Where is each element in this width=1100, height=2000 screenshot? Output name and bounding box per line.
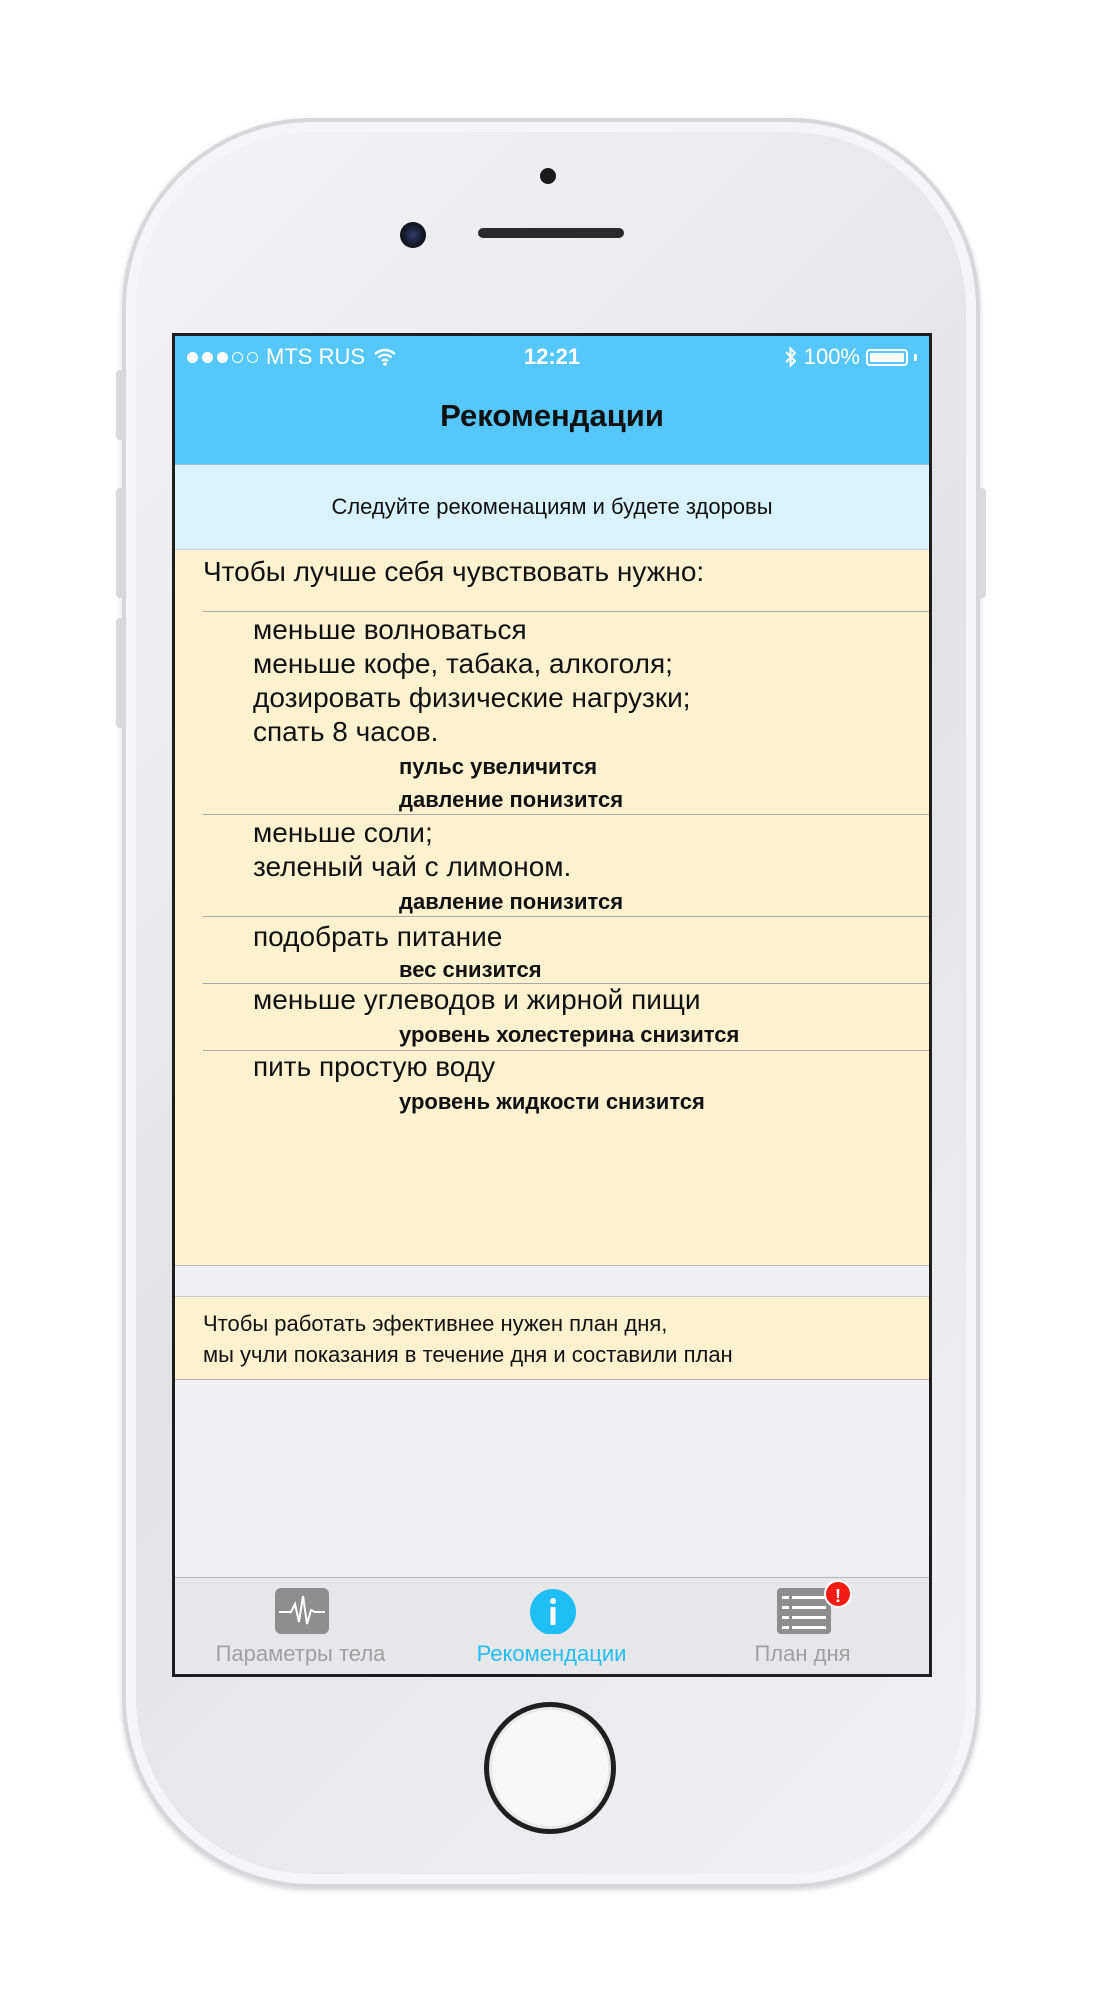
tab-label: План дня: [754, 1641, 851, 1666]
home-button[interactable]: [484, 1702, 616, 1834]
recommendation-group: [203, 814, 929, 916]
recommendation-group: [203, 611, 929, 814]
battery-percent: 100%: [803, 344, 860, 369]
status-time: 12:21: [523, 344, 581, 369]
notification-badge: !: [824, 1580, 852, 1608]
plan-note-line: Чтобы работать эфективнее нужен план дня,: [203, 1311, 668, 1336]
volume-up-button: [116, 488, 124, 598]
recommendation-line: зеленый чай с лимоном.: [253, 851, 572, 882]
recommendation-effect: уровень жидкости снизится: [399, 1089, 705, 1114]
app-screen: [172, 333, 932, 1677]
earpiece-speaker: [478, 228, 624, 238]
tab-bar: [175, 1577, 929, 1675]
day-plan-note[interactable]: [175, 1296, 929, 1380]
heartbeat-icon: [275, 1588, 329, 1634]
recommendation-group: [203, 983, 929, 1050]
tab-label: Рекомендации: [476, 1641, 627, 1666]
navigation-bar: [175, 376, 929, 465]
list-icon: [777, 1588, 831, 1634]
tab-label: Параметры тела: [215, 1641, 386, 1666]
recommendations-card: [175, 550, 929, 1266]
bluetooth-icon: [784, 346, 798, 368]
info-icon: [526, 1588, 580, 1634]
section-gap: [175, 1266, 929, 1296]
status-bar: [175, 336, 929, 376]
power-button: [978, 488, 986, 598]
recommendation-line: пить простую воду: [253, 1051, 496, 1082]
plan-note-line: мы учли показания в течение дня и составили план: [203, 1342, 733, 1367]
recommendation-line: меньше волноваться: [253, 614, 527, 645]
front-camera: [400, 222, 426, 248]
recommendation-group: [203, 1050, 929, 1118]
recommendation-effect: уровень холестерина снизится: [399, 1022, 740, 1047]
page-title: Рекомендации: [440, 398, 664, 433]
volume-down-button: [116, 618, 124, 728]
subtitle-banner: Следуйте рекоменациям и будете здоровы: [175, 465, 929, 550]
recommendation-line: меньше углеводов и жирной пищи: [253, 984, 701, 1015]
recommendation-effect: вес снизится: [399, 957, 542, 982]
recommendation-effect: пульс увеличится: [399, 754, 598, 779]
tab-recommendations[interactable]: [426, 1578, 677, 1675]
mute-switch: [116, 370, 124, 440]
battery-icon: [866, 349, 908, 366]
proximity-sensor: [540, 168, 556, 184]
recommendation-line: спать 8 часов.: [253, 716, 439, 747]
recommendation-group: [203, 916, 929, 983]
recommendation-effect: давление понизится: [399, 787, 624, 812]
recommendation-line: подобрать питание: [253, 921, 503, 952]
recommendation-line: дозировать физические нагрузки;: [253, 682, 691, 713]
recommendations-header: Чтобы лучше себя чувствовать нужно:: [203, 556, 705, 587]
battery-tip: [914, 354, 917, 361]
tab-day-plan[interactable]: [677, 1578, 928, 1675]
recommendation-line: меньше кофе, табака, алкоголя;: [253, 648, 673, 679]
carrier-name: MTS RUS: [266, 344, 365, 369]
recommendation-effect: давление понизится: [399, 889, 624, 914]
tab-body-parameters[interactable]: [175, 1578, 426, 1675]
status-right: [784, 344, 917, 370]
recommendation-line: меньше соли;: [253, 817, 433, 848]
